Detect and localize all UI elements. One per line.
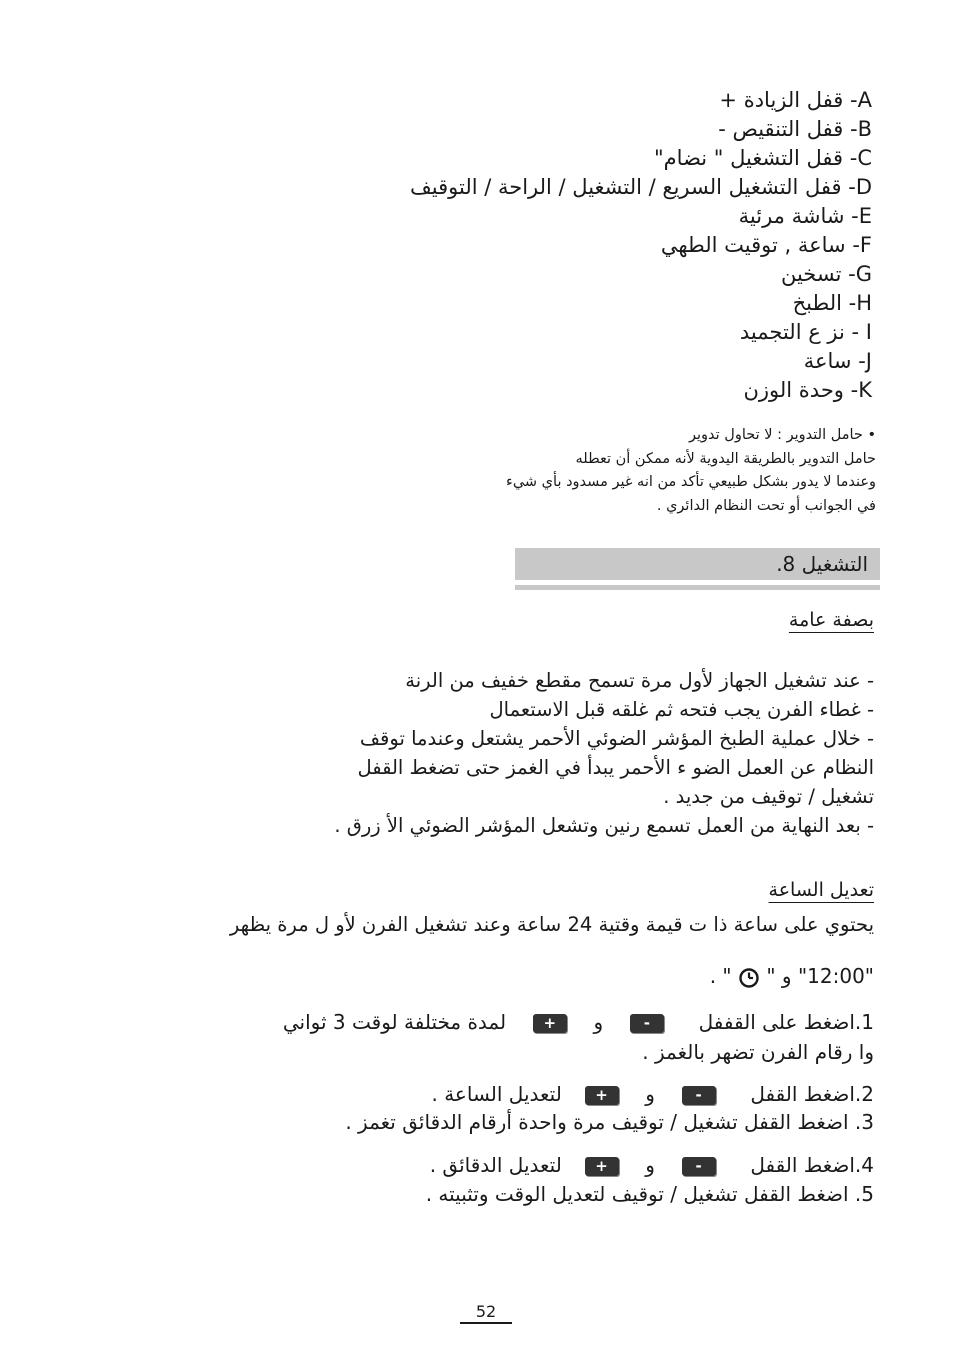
key-item-g: G- تسخين bbox=[780, 262, 872, 286]
general-line: - خلال عملية الطبخ المؤشر الضوئي الأحمر يشتعل وعندما توقف bbox=[359, 727, 874, 750]
key-item-h: H- الطبخ bbox=[792, 291, 872, 315]
clock-icon bbox=[738, 967, 760, 989]
clock-heading: تعديل الساعة bbox=[768, 879, 874, 901]
general-line: - عند تشغيل الجهاز لأول مرة تسمح مقطع خفيف من الرنة bbox=[405, 669, 874, 692]
general-line: - بعد النهاية من العمل تسمع رنين وتشعل المؤشر الضوئي الأ زرق . bbox=[334, 814, 874, 837]
key-item-i: I - نز ع التجميد bbox=[739, 320, 872, 344]
key-item-f: F- ساعة , توقيت الطهي bbox=[660, 233, 872, 257]
general-paragraph bbox=[334, 666, 874, 840]
general-heading: بصفة عامة bbox=[788, 609, 874, 631]
step-5: 5. اضغط القفل تشغيل / توقيف لتعديل الوقت وتثبيته . bbox=[425, 1182, 874, 1206]
step-1: 1.اضغط على القففل - و + لمدة مختلفة لوقت 3 ثواني bbox=[282, 1010, 874, 1034]
note-line: • حامل التدوير : لا تحاول تدوير bbox=[689, 427, 876, 443]
minus-button[interactable]: - bbox=[682, 1157, 716, 1176]
clock-display-line: "12:00" و " " . bbox=[709, 964, 874, 988]
note-line: في الجوانب أو تحت النظام الدائري . bbox=[656, 497, 876, 514]
general-line: تشغيل / توقيف من جديد . bbox=[663, 785, 874, 808]
key-list bbox=[352, 86, 872, 405]
minus-button[interactable]: - bbox=[630, 1014, 664, 1033]
minus-button[interactable]: - bbox=[682, 1086, 716, 1105]
plus-button[interactable]: + bbox=[533, 1014, 567, 1033]
section-rule bbox=[515, 585, 880, 590]
step-3: 3. اضغط القفل تشغيل / توقيف مرة واحدة أرقام الدقائق تغمز . bbox=[345, 1110, 874, 1134]
note-line: وعندما لا يدور بشكل طبيعي تأكد من انه غير مسدود بأي شيء bbox=[506, 474, 876, 490]
step-1-line-2: وا رقام الفرن تضهر بالغمز . bbox=[642, 1040, 874, 1064]
key-item-e: E- شاشة مرئية bbox=[738, 204, 872, 228]
page-number-underline bbox=[460, 1322, 512, 1324]
plus-button[interactable]: + bbox=[585, 1157, 619, 1176]
section-header bbox=[515, 548, 880, 580]
turntable-note bbox=[436, 424, 876, 518]
step-2: 2.اضغط القفل - و + لتعديل الساعة . bbox=[431, 1082, 874, 1106]
plus-button[interactable]: + bbox=[585, 1086, 619, 1105]
section-title: التشغيل 8. bbox=[776, 552, 868, 576]
page-number: 52 bbox=[475, 1302, 497, 1321]
key-item-d: D- قفل التشغيل السريع / التشغيل / الراحة / التوقيف bbox=[410, 175, 872, 199]
key-item-j: J- ساعة bbox=[803, 349, 872, 373]
key-item-a: A- قفل الزيادة + bbox=[719, 88, 872, 112]
general-line: - غطاء الفرن يجب فتحه ثم غلقه قبل الاستعمال bbox=[489, 698, 874, 721]
key-item-c: C- قفل التشغيل " نضام" bbox=[654, 146, 872, 170]
key-item-k: K- وحدة الوزن bbox=[743, 378, 872, 402]
note-line: حامل التدوير بالطريقة اليدوية لأنه ممكن أن تعطله bbox=[575, 450, 876, 467]
step-4: 4.اضغط القفل - و + لتعديل الدقائق . bbox=[429, 1153, 874, 1177]
clock-intro: يحتوي على ساعة ذا ت قيمة وقتية 24 ساعة وعند تشغيل الفرن لأو ل مرة يظهر bbox=[229, 913, 874, 936]
key-item-b: B- قفل التنقيص - bbox=[718, 117, 872, 141]
display-time: "12:00" bbox=[797, 964, 874, 988]
general-line: النظام عن العمل الضو ء الأحمر يبدأ في الغمز حتى تضغط القفل bbox=[357, 756, 874, 779]
